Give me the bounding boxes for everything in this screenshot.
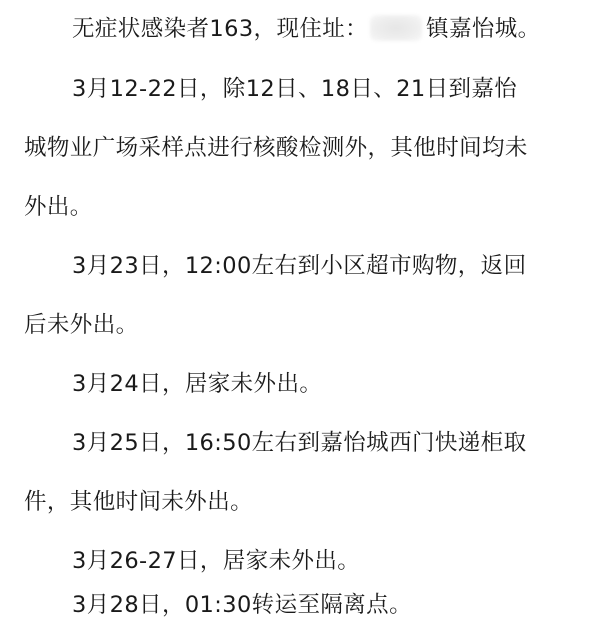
paragraph-line: 3月24日，居家未外出。 xyxy=(72,371,323,397)
paragraph-line: 3月12-22日，除12日、18日、21日到嘉怡 xyxy=(72,76,518,102)
paragraph-line-cut: 3月28日，01:30转运至隔离点。 xyxy=(72,592,412,618)
address-text-part2: 镇嘉怡城。 xyxy=(426,16,541,42)
paragraph-line: 件，其他时间未外出。 xyxy=(24,489,254,515)
paragraph-line: 3月25日，16:50左右到嘉怡城西门快递柜取 xyxy=(72,430,527,456)
paragraph-line: 3月23日，12:00左右到小区超市购物，返回 xyxy=(72,253,527,279)
redacted-blur-mark xyxy=(370,15,422,41)
paragraph-line: 3月26-27日，居家未外出。 xyxy=(72,548,361,574)
paragraph-address xyxy=(72,14,541,44)
paragraph-line: 城物业广场采样点进行核酸检测外，其他时间均未 xyxy=(24,135,528,161)
paragraph-line: 后未外出。 xyxy=(24,312,139,338)
paragraph-line: 外出。 xyxy=(24,194,93,220)
address-text-part1: 无症状感染者163，现住址： xyxy=(72,16,369,42)
